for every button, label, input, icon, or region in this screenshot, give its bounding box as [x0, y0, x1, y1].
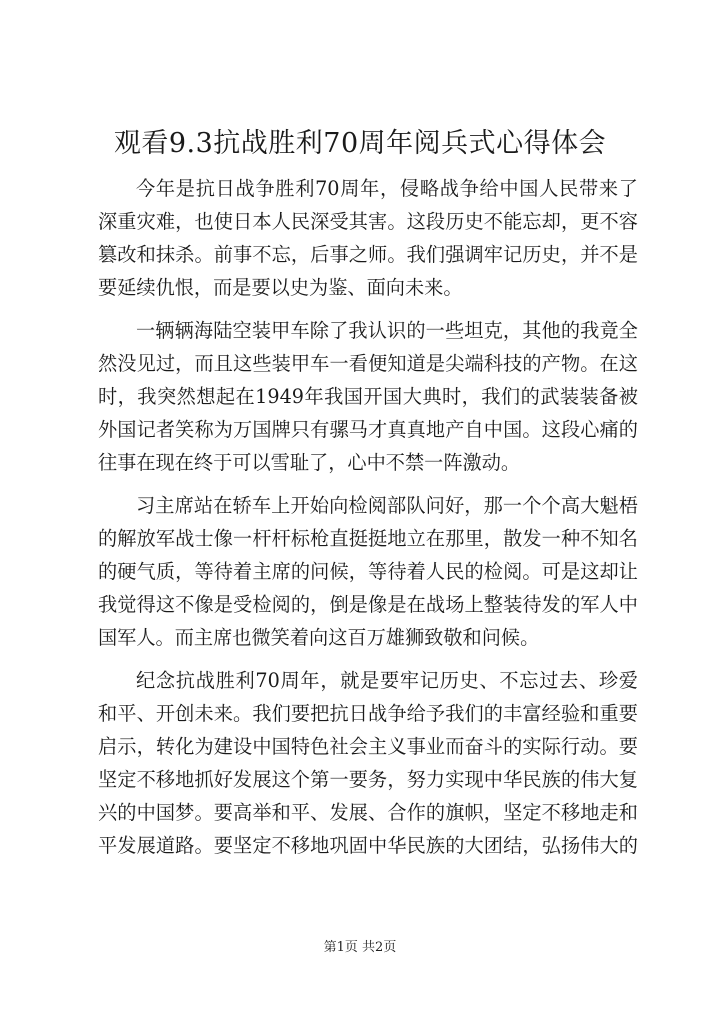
- paragraph-line: 习主席站在轿车上开始向检阅部队问好，那一个个高大魁梧: [136, 494, 638, 517]
- paragraph-1: [98, 172, 638, 304]
- paragraph-line: 往事在现在终于可以雪耻了，心中不禁一阵激动。: [98, 451, 521, 474]
- paragraph-line: 坚定不移地抓好发展这个第一要务，努力实现中华民族的伟大复: [98, 768, 638, 791]
- paragraph-line: 时，我突然想起在1949年我国开国大典时，我们的武装装备被: [98, 385, 638, 408]
- paragraph-3: [98, 489, 638, 654]
- paragraph-line: 的硬气质，等待着主席的问候，等待着人民的检阅。可是这却让: [98, 560, 638, 583]
- paragraph-line: 一辆辆海陆空装甲车除了我认识的一些坦克，其他的我竟全: [136, 319, 638, 342]
- paragraph-line: 篡改和抹杀。前事不忘，后事之师。我们强调牢记历史，并不是: [98, 243, 638, 266]
- paragraph-line: 和平、开创未来。我们要把抗日战争给予我们的丰富经验和重要: [98, 702, 638, 725]
- paragraph-4: [98, 664, 638, 862]
- paragraph-line: 平发展道路。要坚定不移地巩固中华民族的大团结，弘扬伟大的: [98, 834, 638, 857]
- paragraph-2: [98, 314, 638, 479]
- paragraph-line: 深重灾难，也使日本人民深受其害。这段历史不能忘却，更不容: [98, 210, 638, 233]
- paragraph-line: 国军人。而主席也微笑着向这百万雄狮致敬和问候。: [98, 626, 540, 649]
- paragraph-line: 今年是抗日战争胜利70周年，侵略战争给中国人民带来了: [136, 177, 638, 200]
- paragraph-line: 兴的中国梦。要高举和平、发展、合作的旗帜，坚定不移地走和: [98, 801, 638, 824]
- paragraph-line: 启示，转化为建设中国特色社会主义事业而奋斗的实际行动。要: [98, 735, 638, 758]
- paragraph-line: 要延续仇恨，而是要以史为鉴、面向未来。: [98, 276, 463, 299]
- paragraph-line: 的解放军战士像一杆杆标枪直挺挺地立在那里，散发一种不知名: [98, 527, 638, 550]
- paragraph-line: 我觉得这不像是受检阅的，倒是像是在战场上整装待发的军人中: [98, 593, 638, 616]
- paragraph-line: 纪念抗战胜利70周年，就是要牢记历史、不忘过去、珍爱: [136, 669, 638, 692]
- page-number-footer: 第1页 共2页: [323, 940, 397, 955]
- document-title: 观看9.3抗战胜利70周年阅兵式心得体会: [113, 128, 607, 159]
- document-body: [98, 172, 638, 872]
- paragraph-line: 然没见过，而且这些装甲车一看便知道是尖端科技的产物。在这: [98, 352, 638, 375]
- paragraph-line: 外国记者笑称为万国牌只有骡马才真真地产自中国。这段心痛的: [98, 418, 638, 441]
